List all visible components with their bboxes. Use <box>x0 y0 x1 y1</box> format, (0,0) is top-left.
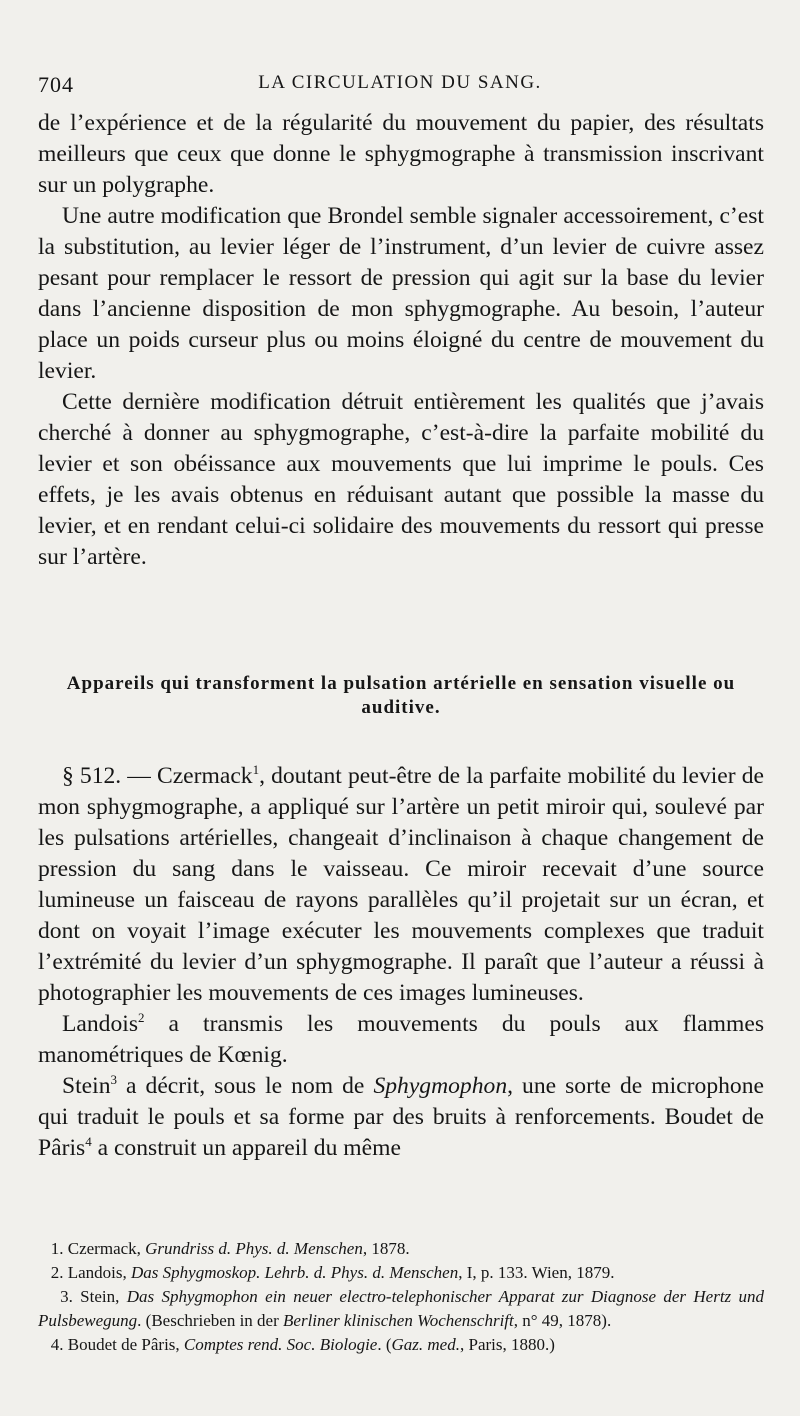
footnote-ref-1: 1 <box>252 762 260 778</box>
running-title: LA CIRCULATION DU SANG. <box>258 72 542 93</box>
stein-name: Stein <box>62 1073 111 1099</box>
footnote-2-author: Landois, <box>67 1263 132 1282</box>
paragraph-landois <box>38 1009 764 1071</box>
footnote-4-journal: Gaz. med. <box>391 1335 460 1354</box>
footnote-3-end: , n° 49, 1878). <box>513 1311 612 1330</box>
footnote-4-title: Comptes rend. Soc. Biologie <box>183 1335 378 1354</box>
paragraph-czermack-lead: § 512. — Czermack <box>62 763 253 789</box>
footnote-2-num: 2. <box>50 1263 64 1282</box>
section-heading-block <box>38 672 764 720</box>
footnote-3-author: Stein, <box>80 1287 127 1306</box>
paragraph-stein-text-2: , une sorte de microphone qui traduit le pouls et sa forme par des bruits à renforcements. Boudet de Pâris <box>38 1073 764 1161</box>
footnote-1-num: 1. <box>50 1239 64 1258</box>
footnote-2 <box>38 1261 764 1285</box>
footnote-3-journal: Berliner klinischen Wochenschrift <box>283 1311 514 1330</box>
footnote-3-title: Das Sphygmophon ein neuer electro-telephonischer Apparat zur Diagnose der Hertz und Pulsbewegung <box>38 1287 765 1330</box>
paragraph-brondel: Une autre modification que Brondel semble signaler accessoirement, c’est la substitution, au levier léger de l’instrument, d’un levier de cuivre assez pesant pour remplacer le ressort de pression qui agit sur la base du levier dans l’ancienne disposition de mon sphygmographe. Au besoin, l’auteur place un poids curseur plus ou moins éloigné du centre de mouvement du levier. <box>38 203 764 384</box>
footnote-1-author: Czermack, <box>67 1239 146 1258</box>
footnote-ref-2: 2 <box>138 1010 145 1026</box>
paragraph-czermack-text: , doutant peut-être de la parfaite mobilité du levier de mon sphygmographe, a appliqué sur l’artère un petit miroir qui, soulevé par les pulsations artérielles, changeait d’inclinaison à chaque changement de pression du sang dans le vaisseau. Ce miroir recevait d’une source lumineuse un faisceau de rayons parallèles qu’il projetait sur un écran, et dont on voyait l’image exécuter les mouvements complexes que traduit l’extrémité du levier d’un sphygmographe. Il paraît que l’auteur a réussi à photographier les mouvements de ces images lumineuses. <box>38 763 764 1006</box>
footnote-1 <box>38 1237 764 1261</box>
paragraph-czermack <box>38 761 764 1009</box>
body-text-section <box>38 761 764 1164</box>
footnotes <box>38 1237 764 1357</box>
landois-name: Landois <box>62 1011 139 1037</box>
sphygmophon-term: Sphygmophon <box>373 1073 508 1099</box>
footnote-3 <box>38 1285 764 1333</box>
body-text-top <box>38 108 764 573</box>
footnote-1-rest: , 1878. <box>362 1239 410 1258</box>
footnote-ref-4: 4 <box>85 1134 92 1150</box>
footnote-2-rest: , I, p. 133. Wien, 1879. <box>458 1263 615 1282</box>
footnote-4-author: Boudet de Pâris, <box>67 1335 184 1354</box>
paragraph-stein-end: a construit un appareil du même <box>91 1135 401 1161</box>
section-heading: Appareils qui transforment la pulsation artérielle en sensation visuelle ou auditive. <box>66 673 736 718</box>
paragraph-continuation: de l’expérience et de la régularité du mouvement du papier, des résultats meilleurs que ceux que donne le sphygmographe à transmission inscrivant sur un polygraphe. <box>38 110 764 198</box>
paragraph-landois-text: a transmis les mouvements du pouls aux flammes manométriques de Kœnig. <box>38 1011 764 1068</box>
footnote-3-rest: . (Beschrieben in der <box>137 1311 284 1330</box>
paragraph-stein-text: a décrit, sous le nom de <box>117 1073 374 1099</box>
footnote-4-rest: . ( <box>377 1335 392 1354</box>
footnote-4-end: , Paris, 1880.) <box>459 1335 555 1354</box>
footnote-1-title: Grundriss d. Phys. d. Menschen <box>145 1239 363 1258</box>
footnote-ref-3: 3 <box>110 1072 118 1088</box>
footnote-4-num: 4. <box>50 1335 64 1354</box>
footnote-2-title: Das Sphygmoskop. Lehrb. d. Phys. d. Menschen <box>131 1263 459 1282</box>
footnote-3-num: 3. <box>60 1287 73 1306</box>
page-header <box>38 72 762 106</box>
paragraph-stein <box>38 1071 764 1164</box>
page-number: 704 <box>38 72 74 97</box>
footnote-4 <box>38 1333 764 1357</box>
paragraph-modification: Cette dernière modification détruit entièrement les qualités que j’avais cherché à donner au sphygmographe, c’est-à-dire la parfaite mobilité du levier et son obéissance aux mouvements que lui imprime le pouls. Ces effets, je les avais obtenus en réduisant autant que possible la masse du levier, et en rendant celui-ci solidaire des mouvements du ressort qui presse sur l’artère. <box>38 389 764 570</box>
